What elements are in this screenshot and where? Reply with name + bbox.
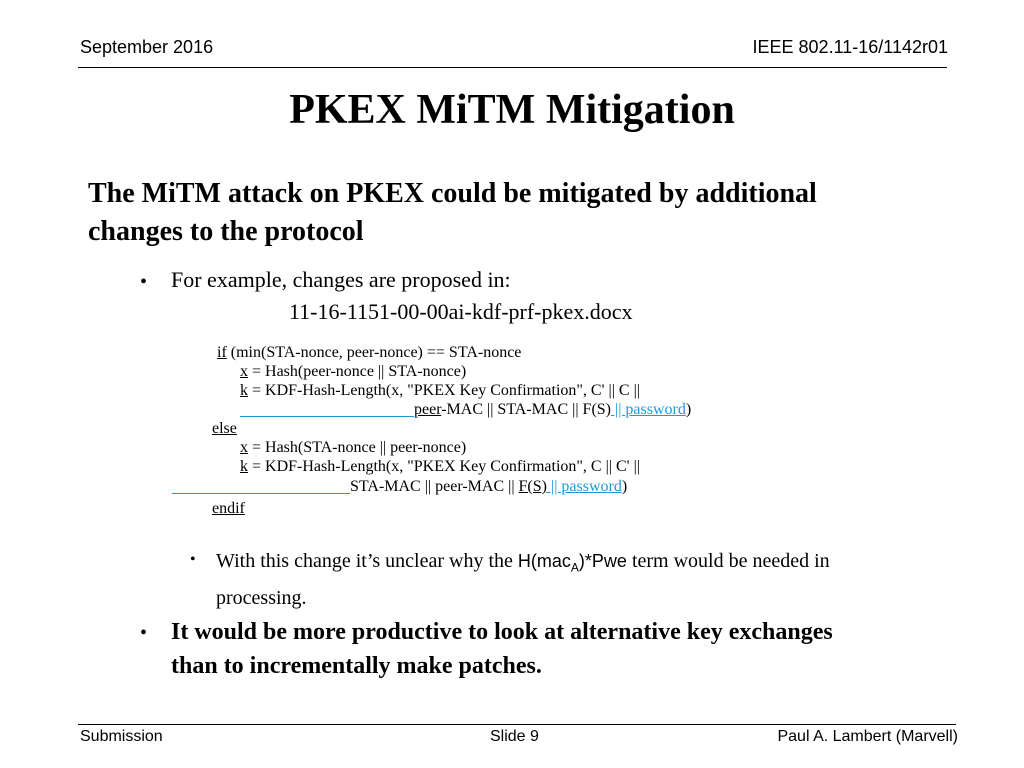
code-text: ) <box>685 401 692 418</box>
sub-bullet-dot: • <box>190 551 196 568</box>
code-image <box>160 340 700 525</box>
header-divider <box>78 67 947 68</box>
code-line-k1b <box>414 400 691 419</box>
code-line-k1 <box>240 381 640 400</box>
code-insert-mark <box>240 416 414 417</box>
code-text: peer <box>414 401 442 418</box>
footer-submission: Submission <box>80 728 163 745</box>
footer-slide-number: Slide 9 <box>490 728 539 745</box>
code-inserted-text: || password <box>611 401 686 418</box>
footer-author: Paul A. Lambert (Marvell) <box>777 728 958 745</box>
code-line-endif <box>212 499 245 518</box>
code-var: k <box>240 458 248 475</box>
code-endif-keyword: endif <box>212 500 245 517</box>
sub-bullet-text <box>216 546 836 613</box>
header-date: September 2016 <box>80 37 214 57</box>
code-line-k2 <box>240 457 640 476</box>
code-text: F(S) <box>518 478 547 495</box>
formula-pwe: )*Pwe <box>578 551 627 571</box>
code-line-else <box>212 419 237 438</box>
bullet-dot: • <box>140 622 148 644</box>
bullet-dot: • <box>140 271 148 293</box>
code-line-k2b <box>350 477 627 496</box>
formula-h: H(mac <box>517 551 571 571</box>
sub-bullet-before: With this change it’s unclear why the <box>216 550 518 572</box>
formula-subscript: A <box>570 560 579 575</box>
code-line-x2 <box>240 438 466 457</box>
code-line-if <box>217 343 521 362</box>
footer-divider <box>78 724 956 725</box>
bullet-example: For example, changes are proposed in: <box>171 267 511 292</box>
code-text: ) <box>621 478 628 495</box>
code-else-keyword: else <box>212 420 237 437</box>
code-var: x <box>240 363 248 380</box>
code-text: (min(STA-nonce, peer-nonce) == STA-nonce <box>226 344 522 361</box>
sub-bullet-after: term would be needed in processing. <box>216 550 830 609</box>
slide-title: PKEX MiTM Mitigation <box>289 87 735 133</box>
code-text: = Hash(peer-nonce || STA-nonce) <box>248 363 467 380</box>
code-insert-mark <box>172 493 350 494</box>
code-line-x1 <box>240 362 466 381</box>
code-text: -MAC || STA-MAC || F(S) <box>441 401 611 418</box>
code-var: k <box>240 382 248 399</box>
code-text: STA-MAC || peer-MAC || <box>350 478 519 495</box>
code-var: x <box>240 439 248 456</box>
header-doc-id: IEEE 802.11-16/1142r01 <box>752 37 948 57</box>
code-text: = Hash(STA-nonce || peer-nonce) <box>248 439 467 456</box>
code-text: = KDF-Hash-Length(x, "PKEX Key Confirmation", C || C' || <box>248 458 640 475</box>
code-if-keyword: if <box>217 344 227 361</box>
sub-bullet-formula <box>517 551 627 575</box>
code-text: = KDF-Hash-Length(x, "PKEX Key Confirmation", C' || C || <box>248 382 640 399</box>
code-inserted-text: || password <box>546 478 622 495</box>
bullet-conclusion: It would be more productive to look at alternative key exchanges than to incrementally make patches. <box>171 619 833 679</box>
intro-text: The MiTM attack on PKEX could be mitigated by additional changes to the protocol <box>88 178 817 247</box>
bullet-example-filename: 11-16-1151-00-00ai-kdf-prf-pkex.docx <box>289 299 633 324</box>
